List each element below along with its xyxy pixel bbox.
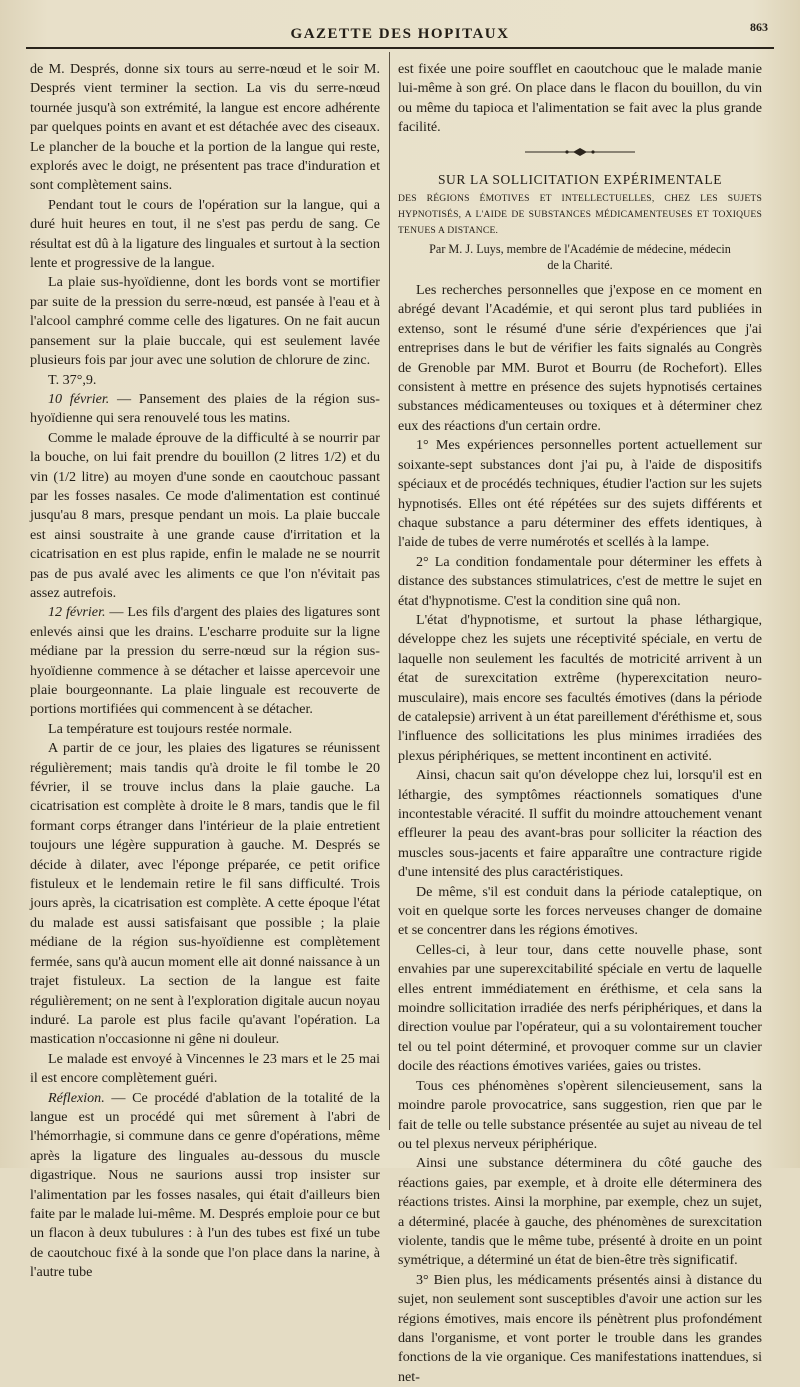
paragraph-text: 1° Mes expériences personnelles portent actuellement sur soixante-sept substances dont j'ai pu, à l'aide de dispositifs spéciaux et de procédés techniques, étudier l'action sur les sujets hypnotisés. Elles ont été répétées sur des sujets différents et chaque substance a paru déterminer des effets identiques, à l'aide de tubes de verre numérotés et scellés à la lampe. [398, 437, 762, 551]
paragraph-lead: 12 février. [48, 604, 106, 621]
paragraph [398, 1077, 762, 1155]
paragraph-text: Le malade est envoyé à Vincennes le 23 mars et le 25 mai il est encore complètement guéri. [30, 1050, 380, 1087]
paragraph-text: Pendant tout le cours de l'opération sur la langue, qui a duré huit heures en tout, il ne s'est pas perdu de sang. Ce résultat est dû à la ligature des linguales et surtout à la section lente et progressive de la langue. [30, 196, 380, 272]
right-column [398, 60, 762, 1385]
paragraph-text: Comme le malade éprouve de la difficulté à se nourrir par la bouche, on lui fait prendre du bouillon (2 litres 1/2) et du vin (1/2 litre) au moyen d'une sonde en caoutchouc passant par les fosses nasales. Ce mode d'alimentation est continué jusqu'au 8 mars, presque pendant un mois. La plaie buccale est ainsi soustraite à une grande cause d'irritation et la cicatrisation en est plus rapide, enfin le malade ne se nourrit pas de pus avalé avec les aliments ce que l'on n'évitait pas assez autrefois. [30, 429, 380, 601]
paragraph [30, 720, 380, 739]
paragraph-text: T. 37°,9. [48, 371, 97, 388]
ornament-rule-icon [525, 147, 635, 157]
paragraph-text: — Les fils d'argent des plaies des ligatures sont enlevés ainsi que les drains. L'escharre produite sur la ligne médiane par la pression du serre-nœud sur la région sus-hyoïdienne commence à se détacher et laisse apercevoir une plaie bourgeonnante. La plaie linguale est recouverte de portions mortifiées qui commencent à se détacher. [30, 604, 380, 718]
paragraph-text: La plaie sus-hyoïdienne, dont les bords vont se mortifier par suite de la pression du serre-nœud, est pansée à l'eau et à l'alcool camphré comme celle des ligatures. On ne fait aucun pansement sur la plaie buccale, qui est seulement lavée plusieurs fois par jour avec une solution de chlorure de zinc. [30, 274, 380, 369]
journal-title: GAZETTE DES HOPITAUX [290, 26, 510, 42]
paragraph [30, 390, 380, 429]
paragraph-text: 3° Bien plus, les médicaments présentés ainsi à distance du sujet, non seulement sont susceptibles d'avoir une action sur les régions émotives, mais encore ils pénètrent plus profondément dans l'organisme, et vont porter le trouble dans les grandes fonctions de la vie organique. Ces manifestations inattendues, si net- [398, 1271, 762, 1385]
paragraph-text: de M. Després, donne six tours au serre-nœud et le soir M. Després vient terminer la section. La vis du serre-nœud tournée jusqu'à son extrémité, la langue est encore adhérente par quelques points en avant et est détachée avec des ciseaux. Le plancher de la bouche et la portion de la langue qui reste, explorés avec le doigt, ne présentent pas trace d'induration et sont complètement sains. [30, 61, 380, 194]
paragraph [398, 1154, 762, 1270]
continued-paragraph: est fixée une poire soufflet en caoutchouc que le malade manie lui-même à son gré. On place dans le flacon du bouillon, du vin ou même du tapioca et l'alimentation se fait avec la plus grande facilité. [398, 61, 762, 136]
paragraph-text: Les recherches personnelles que j'expose en ce moment en abrégé devant l'Académie, et qui seront plus tard publiées in extenso, sont le résumé d'une série d'expériences que j'ai entreprises dans le but de vérifier les faits signalés au Congrès de Grenoble par MM. Burot et Bourru (de Rochefort). Elles consistent à mettre en présence des sujets hypnotisés certaines substances médicamenteuses ou toxiques et à déterminer chez eux des réactions d'un certain ordre. [398, 282, 762, 434]
paragraph [30, 429, 380, 604]
paragraph-lead: Réflexion. [48, 1089, 105, 1106]
paragraph-text: Tous ces phénomènes s'opèrent silencieusement, sans la moindre parole provocatrice, sans suggestion, rien que par le fait de telle ou telle substance présentée au sujet au niveau de tel ou tel plexus nerveux périphérique. [398, 1077, 762, 1152]
paragraph-lead: 10 février. [48, 390, 110, 407]
article-separator [398, 138, 762, 166]
column-divider [389, 52, 390, 1130]
paragraph [398, 553, 762, 611]
paragraph-text: — Pansement des plaies de la région sus-hyoïdienne qui sera renouvelé tous les matins. [30, 390, 380, 427]
paragraph [398, 941, 762, 1077]
paragraph [30, 273, 380, 370]
paragraph-text: Celles-ci, à leur tour, dans cette nouvelle phase, sont envahies par une superexcitabilité spéciale en vertu de laquelle elles entrent immédiatement en éréthisme, et cela sans la moindre sollicitation irradiée des nerfs périphériques, et dans la direction voulue par l'opérateur, qui a su volontairement toucher tel ou tel point déterminé, et provoquer comme sur un clavier docile des réactions émotives variées, gaies ou tristes. [398, 941, 762, 1075]
left-column [30, 60, 380, 1281]
paragraph [30, 739, 380, 1050]
paragraph [398, 436, 762, 552]
paragraph-text: L'état d'hypnotisme, et surtout la phase léthargique, développe chez les sujets une réceptivité spéciale, en vertu de laquelle non seulement les facultés de motricité arrivent à un état de surexcitation extrême (hyperexcitation neuro-musculaire), mais encore ses facultés émotives (dans la période de catalepsie) arrivent à un état pareillement d'éréthisme et, sous l'influence des sollicitations les plus minimes irradiées des plexus périphériques, se mettent incontinent en activité. [398, 611, 762, 764]
page-number: 863 [750, 20, 768, 34]
paragraph [30, 1089, 380, 1283]
paragraph-text: De même, s'il est conduit dans la période cataleptique, on voit en quelque sorte les forces nerveuses changer de domaine et se concentrer dans les régions émotives. [398, 883, 762, 939]
paragraph [30, 1050, 380, 1089]
paragraph-text: Ainsi une substance déterminera du côté gauche des réactions gaies, par exemple, et à droite elle déterminera des réactions tristes. Ainsi la morphine, par exemple, chez un sujet, a déterminé, placée à gauche, des phénomènes de surexcitation violente, tandis que le même tube, présenté à droite en un point symétrique, a déterminé un état de bien-être très significatif. [398, 1155, 762, 1269]
byline-line: de la Charité. [547, 258, 613, 273]
article-body [398, 281, 762, 1387]
paragraph [30, 196, 380, 274]
article-subtitle: DES RÉGIONS ÉMOTIVES ET INTELLECTUELLES, CHEZ LES SUJETS HYPNOTISÉS, A L'AIDE DE SUBSTANCES MÉDICAMENTEUSES ET TOXIQUES TENUES A DISTANCE. [398, 193, 762, 237]
article-title: SUR LA SOLLICITATION EXPÉRIMENTALE [437, 171, 723, 187]
article-byline [398, 241, 762, 273]
paragraph-text: Ainsi, chacun sait qu'on développe chez lui, lorsqu'il est en léthargie, des symptômes réactionnels somatiques d'une incontestable véracité. Il suffit du moindre attouchement venant effleurer la peau des avant-bras pour solliciter la réaction des muscles sous-jacents et faire apparaître une contracture rigide d'une intensité des plus caractéristiques. [398, 767, 762, 881]
paragraph [30, 371, 380, 390]
header-rule [26, 47, 774, 49]
paragraph [30, 603, 380, 719]
paragraph [30, 60, 380, 196]
paragraph [398, 766, 762, 882]
paragraph-text: La température est toujours restée normale. [48, 720, 293, 737]
paragraph [398, 883, 762, 941]
paragraph-text: A partir de ce jour, les plaies des ligatures se réunissent régulièrement; mais tandis qu'à droite le fil tombe le 20 février, il se trouve inclus dans la plaie gauche. La cicatrisation est complète à droite le 8 mars, tandis que le fil formant corps étranger dans l'intérieur de la plaie entretient toujours une légère suppuration à gauche. M. Després se décide à dilater, avec l'éponge préparée, ce petit orifice fistuleux et le lendemain retire le fil sans difficulté. Trois jours après, la cicatrisation est complète. A cette époque l'état du malade est aussi satisfaisant que possible ; la plaie médiane de la région sus-hyoïdienne est complètement fermée, sans qu'à aucun moment elle ait donné naissance à un trajet fistuleux. La section de la langue est faite régulièrement; on ne sent à l'exploration digitale aucun noyau induré. La parole est plus facile qu'avant l'opération. La mastication n'occasionne ni gêne ni douleur. [30, 740, 380, 1048]
paragraph-text: — Ce procédé d'ablation de la totalité de la langue est un procédé qui met sûrement à l'abri de l'hémorrhagie, si commune dans ce genre d'opérations, même après la ligature des linguales au-dessous du muscle digastrique. Nous ne saurions aussi trop insister sur l'alimentation par les fosses nasales, qui était d'ailleurs bien faite par le malade lui-même. M. Després emploie pour ce but un flacon à deux tubulures : à l'un des tubes est fixé un tube de caoutchouc fixé à la sonde que l'on place dans la narine, à l'autre tube [30, 1089, 380, 1281]
page-header [20, 18, 780, 48]
paragraph [398, 611, 762, 766]
byline-line: Par M. J. Luys, membre de l'Académie de médecine, médecin [429, 242, 731, 257]
paragraph [398, 281, 762, 436]
paragraph [398, 1271, 762, 1387]
paragraph-text: 2° La condition fondamentale pour déterminer les effets à distance des substances stimulatrices, c'est de mettre le sujet en état d'hypnotisme. C'est la condition sine quâ non. [398, 553, 762, 609]
